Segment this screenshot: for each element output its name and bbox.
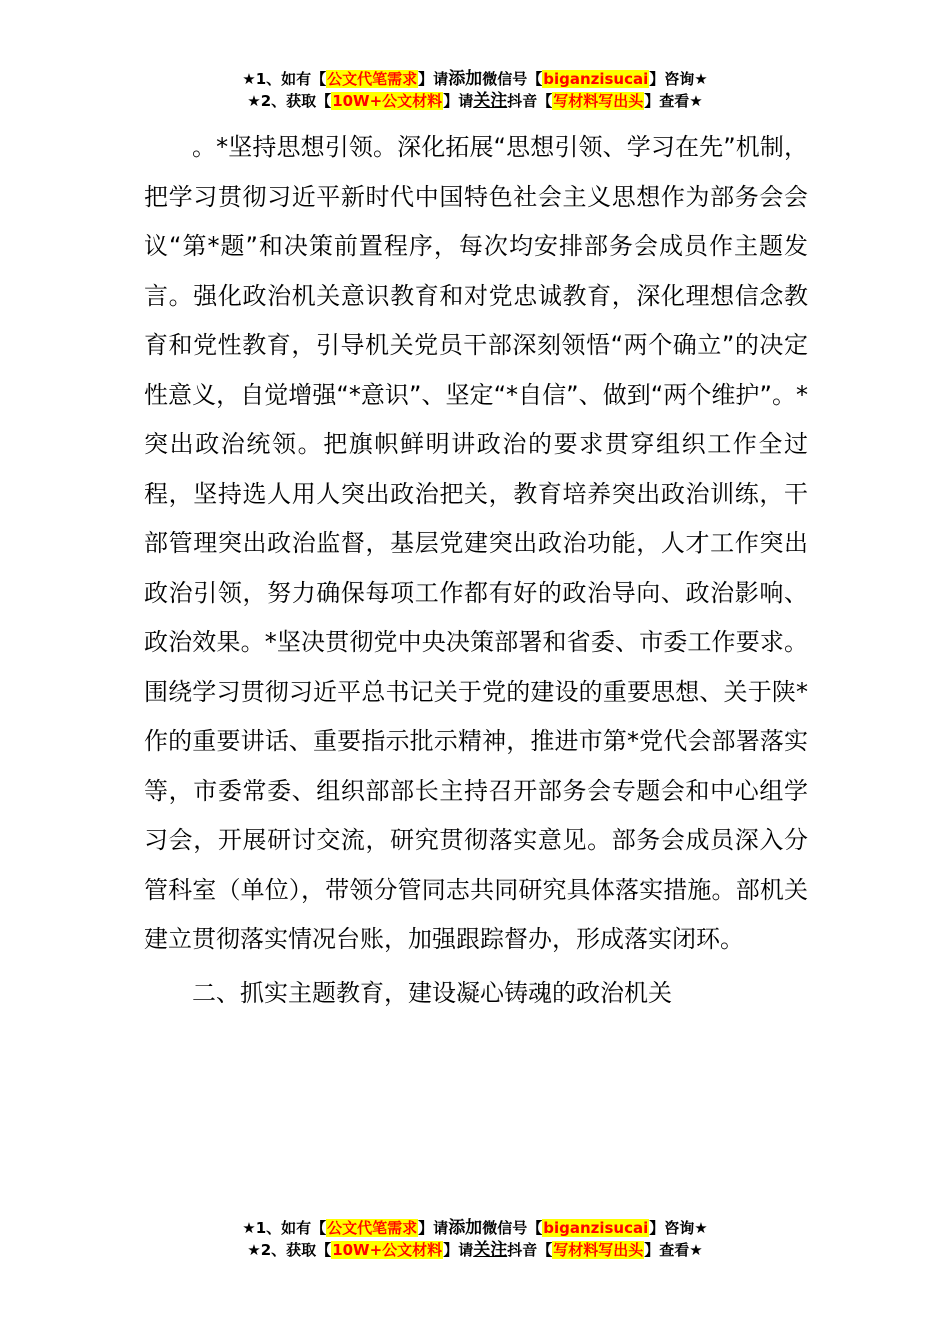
promo-highlight: 10W+公文材料 (332, 1241, 443, 1259)
douyin-id-highlight: 写材料写出头 (553, 92, 644, 110)
promo-line-2 (0, 90, 950, 112)
promo-emphasis: 添加 (448, 1218, 483, 1238)
promo-text: ★2、获取【 (247, 92, 332, 110)
wechat-id-highlight: biganzisucai (543, 70, 649, 88)
promo-highlight: 10W+公文材料 (332, 92, 443, 110)
promo-line-1 (0, 68, 950, 90)
promo-text: 】查看★ (644, 1241, 703, 1259)
douyin-id-highlight: 写材料写出头 (553, 1241, 644, 1259)
section-heading: 二、抓实主题教育，建设凝心铸魂的政治机关 (192, 978, 672, 1007)
promo-highlight: 公文代笔需求 (327, 70, 418, 88)
promo-text: 抖音【 (507, 92, 553, 110)
body-paragraph: 。*坚持思想引领。深化拓展“思想引领、学习在先”机制，把学习贯彻习近平新时代中国特色社会主义思想作为部务会会议“第*题”和决策前置程序，每次均安排部务会成员作主题发言。强化政治机关意识教育和对党忠诚教育，深化理想信念教育和党性教育，引导机关党员干部深刻领悟“两个确立”的决定性意义，自觉增强“*意识”、坚定“*自信”、做到“两个维护”。*突出政治统领。把旗帜鲜明讲政治的要求贯穿组织工作全过程，坚持选人用人突出政治把关，教育培养突出政治训练，干部管理突出政治监督，基层党建突出政治功能，人才工作突出政治引领，努力确保每项工作都有好的政治导向、政治影响、政治效果。*坚决贯彻党中央决策部署和省委、市委工作要求。围绕学习贯彻习近平总书记关于党的建设的重要思想、关于陕*作的重要讲话、重要指示批示精神，推进市第*党代会部署落实等，市委常委、组织部部长主持召开部务会专题会和中心组学习会，开展研讨交流，研究贯彻落实意见。部务会成员深入分管科室（单位），带领分管同志共同研究具体落实措施。部机关建立贯彻落实情况台账，加强跟踪督办，形成落实闭环。 (144, 133, 808, 953)
promo-text: 】咨询★ (649, 70, 708, 88)
promo-text: 】咨询★ (649, 1219, 708, 1237)
promo-text: ★1、如有【 (242, 70, 327, 88)
promo-text: 】查看★ (644, 92, 703, 110)
promo-text: 】请 (443, 1241, 474, 1259)
promo-emphasis: 关注 (473, 91, 508, 111)
promo-banner-top (0, 68, 950, 112)
promo-text: ★2、获取【 (247, 1241, 332, 1259)
promo-text: 微信号【 (482, 70, 543, 88)
promo-emphasis: 关注 (473, 1240, 508, 1260)
promo-text: 微信号【 (482, 1219, 543, 1237)
promo-text: ★1、如有【 (242, 1219, 327, 1237)
promo-highlight: 公文代笔需求 (327, 1219, 418, 1237)
promo-line-1 (0, 1217, 950, 1239)
promo-text: 】请 (418, 1219, 449, 1237)
wechat-id-highlight: biganzisucai (543, 1219, 649, 1237)
promo-emphasis: 添加 (448, 69, 483, 89)
promo-text: 】请 (418, 70, 449, 88)
promo-banner-bottom (0, 1217, 950, 1261)
promo-text: 抖音【 (507, 1241, 553, 1259)
promo-line-2 (0, 1239, 950, 1261)
promo-text: 】请 (443, 92, 474, 110)
document-body (144, 123, 808, 1018)
